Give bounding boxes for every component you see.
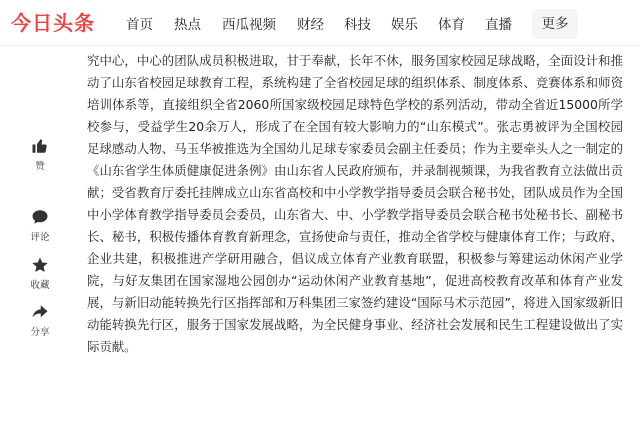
nav-item-entertainment[interactable]: 娱乐	[391, 17, 418, 33]
star-icon	[31, 256, 49, 274]
nav-item-xigua-video[interactable]: 西瓜视频	[222, 17, 276, 33]
nav-item-tech[interactable]: 科技	[344, 17, 371, 33]
like-button[interactable]	[24, 137, 56, 174]
article-body	[87, 50, 623, 358]
share-button[interactable]	[24, 303, 56, 340]
nav-more-button[interactable]: 更多	[532, 9, 578, 39]
favorite-button[interactable]	[24, 256, 56, 293]
nav-item-live[interactable]: 直播	[485, 17, 512, 33]
favorite-label: 收藏	[30, 280, 50, 291]
nav-item-home[interactable]: 首页	[126, 17, 153, 33]
comment-label: 评论	[30, 232, 50, 243]
like-label: 赞	[35, 161, 45, 172]
nav-item-finance[interactable]: 财经	[297, 17, 324, 33]
article-paragraph: 究中心，中心的团队成员积极进取，甘于奉献，长年不休，服务国家校园足球战略，全面设计和推动了山东省校园足球教育工程，系统构建了全省校园足球的组织体系、制度体系、竞赛体系和师资培训体系等，直接组织全省2060所国家级校园足球特色学校的系列活动，带动全省近15000所学校参与，受益学生20余万人，形成了在全国有较大影响力的“山东模式”。张志勇被评为全国校园足球感动人物、马玉华被推选为全国幼儿足球专家委员会副主任委员；作为主要牵头人之一制定的《山东省学生体质健康促进条例》由山东省人民政府颁布，并录制视频课，为我省教育立法做出贡献；受省教育厅委托挂牌成立山东省高校和中小学教学指导委员会联合秘书处，团队成员作为全国中小学体育教学指导委员会委员，山东省大、中、小学教学指导委员会联合秘书处秘书长、副秘书长、秘书，积极传播体育教育新理念，宣扬使命与责任，推动全省学校与健康体育工作；与政府、企业共建，积极推进产学研用融合，倡议成立体育产业教育联盟，积极参与筹建运动休闲产业学院，与好友集团在国家湿地公园创办“运动休闲产业教育基地”，促进高校教育改革和体育产业发展，与新旧动能转换先行区指挥部和万科集团三家签约建设“国际马术示范园”，将进入国家级新旧动能转换先行区，服务于国家发展战略，为全民健身事业、经济社会发展和民生工程建设做出了实际贡献。	[87, 53, 623, 354]
top-navigation-bar	[0, 0, 640, 46]
comment-button[interactable]	[24, 208, 56, 245]
nav-item-sports[interactable]: 体育	[438, 17, 465, 33]
share-icon	[31, 303, 49, 321]
comment-icon	[31, 208, 49, 226]
nav-item-hot[interactable]: 热点	[174, 17, 201, 33]
share-label: 分享	[30, 327, 50, 338]
toutiao-logo[interactable]: 今日头条	[11, 11, 95, 35]
thumbs-up-icon	[31, 137, 49, 155]
